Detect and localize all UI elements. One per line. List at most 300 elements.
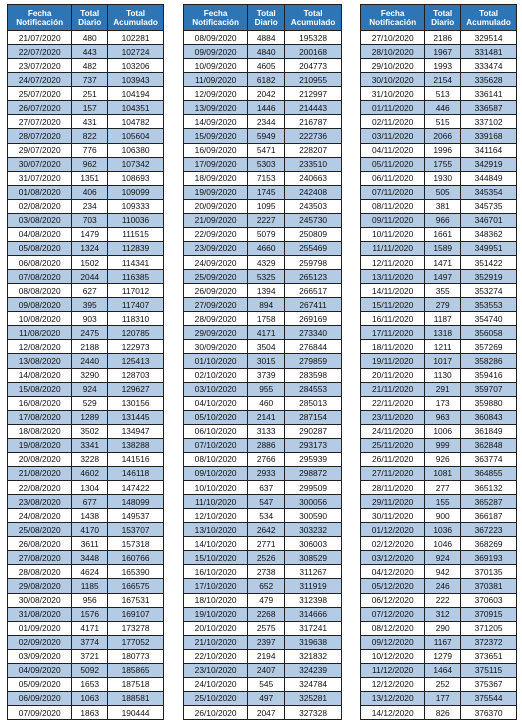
cumulative-total-cell: 128703 [108,368,164,382]
date-cell: 27/08/2020 [8,551,72,565]
daily-total-cell: 480 [72,31,108,45]
daily-total-cell: 1863 [72,706,108,720]
date-cell: 16/11/2020 [361,312,425,326]
daily-total-cell: 505 [425,185,461,199]
date-cell: 25/08/2020 [8,523,72,537]
daily-total-cell: 395 [72,298,108,312]
date-cell: 28/07/2020 [8,129,72,143]
table-row [184,129,342,143]
daily-total-cell: 547 [248,495,285,509]
table-2 [183,4,342,720]
table-row [8,87,164,101]
date-cell: 28/09/2020 [184,312,248,326]
daily-total-cell: 2407 [248,663,285,677]
table-row [184,73,342,87]
table-row [184,284,342,298]
cumulative-total-cell: 212997 [285,87,342,101]
date-cell: 14/10/2020 [184,537,248,551]
cumulative-total-cell: 300590 [285,509,342,523]
date-cell: 24/10/2020 [184,677,248,691]
daily-total-cell: 3290 [72,368,108,382]
date-cell: 08/12/2020 [361,621,425,635]
table-row [361,621,517,635]
date-cell: 18/11/2020 [361,340,425,354]
table-row [8,199,164,213]
cumulative-total-cell: 149537 [108,509,164,523]
table-row [184,298,342,312]
daily-total-cell: 1464 [425,663,461,677]
cumulative-total-cell: 298872 [285,466,342,480]
date-cell: 12/12/2020 [361,677,425,691]
table-row [361,396,517,410]
daily-total-cell: 1185 [72,579,108,593]
cumulative-total-cell: 267411 [285,298,342,312]
cumulative-total-cell: 319638 [285,635,342,649]
cumulative-total-cell: 105604 [108,129,164,143]
cumulative-total-cell: 300056 [285,495,342,509]
daily-total-cell: 924 [425,551,461,565]
cumulative-total-cell: 116385 [108,270,164,284]
table-row [361,87,517,101]
daily-total-cell: 2771 [248,537,285,551]
notification-tables [7,4,517,718]
date-cell: 01/10/2020 [184,354,248,368]
daily-total-cell: 1081 [425,466,461,480]
table-row [8,495,164,509]
daily-total-cell: 460 [248,396,285,410]
cumulative-total-cell: 283598 [285,368,342,382]
daily-total-cell: 252 [425,677,461,691]
cumulative-total-cell: 106380 [108,143,164,157]
table-row [184,31,342,45]
cumulative-total-cell: 243503 [285,199,342,213]
daily-total-cell: 1930 [425,171,461,185]
date-cell: 10/11/2020 [361,227,425,241]
date-cell: 09/08/2020 [8,298,72,312]
daily-total-cell: 2186 [425,31,461,45]
date-cell: 30/10/2020 [361,73,425,87]
date-cell: 23/09/2020 [184,241,248,255]
table-row [361,157,517,171]
table-row [184,452,342,466]
daily-total-cell: 381 [425,199,461,213]
cumulative-total-cell: 131445 [108,410,164,424]
date-cell: 29/11/2020 [361,495,425,509]
date-cell: 12/08/2020 [8,340,72,354]
date-cell: 02/10/2020 [184,368,248,382]
date-cell: 24/08/2020 [8,509,72,523]
table-row [8,73,164,87]
cumulative-total-cell: 361849 [461,424,517,438]
table-row [184,340,342,354]
cumulative-total-cell: 349951 [461,241,517,255]
date-cell: 31/08/2020 [8,607,72,621]
daily-total-cell: 1095 [248,199,285,213]
cumulative-total-cell: 352919 [461,270,517,284]
cumulative-total-cell: 195328 [285,31,342,45]
date-cell: 12/09/2020 [184,87,248,101]
cumulative-total-cell: 153707 [108,523,164,537]
cumulative-total-cell: 353553 [461,298,517,312]
date-cell: 13/08/2020 [8,354,72,368]
table-row [361,706,517,720]
daily-total-cell: 1289 [72,410,108,424]
date-cell: 08/08/2020 [8,284,72,298]
daily-total-cell: 4171 [72,621,108,635]
table-row [8,326,164,340]
daily-total-cell: 942 [425,565,461,579]
date-cell: 24/07/2020 [8,73,72,87]
daily-total-cell: 1211 [425,340,461,354]
table-row [184,396,342,410]
daily-total-cell: 1471 [425,256,461,270]
cumulative-total-cell: 117407 [108,298,164,312]
cumulative-total-cell: 324239 [285,663,342,677]
daily-total-cell: 963 [425,410,461,424]
daily-total-cell: 1755 [425,157,461,171]
daily-total-cell: 4170 [72,523,108,537]
date-cell: 29/07/2020 [8,143,72,157]
table-row [361,326,517,340]
date-cell: 07/09/2020 [8,706,72,720]
daily-total-cell: 5325 [248,270,285,284]
date-cell: 02/12/2020 [361,537,425,551]
cumulative-total-cell: 295939 [285,452,342,466]
date-cell: 23/07/2020 [8,59,72,73]
cumulative-total-cell: 317241 [285,621,342,635]
date-cell: 16/10/2020 [184,565,248,579]
daily-total-cell: 2526 [248,551,285,565]
date-cell: 23/10/2020 [184,663,248,677]
daily-total-cell: 3015 [248,354,285,368]
cumulative-total-cell: 180773 [108,649,164,663]
cumulative-total-cell: 169107 [108,607,164,621]
total-acumulado-header [461,5,517,31]
daily-total-cell: 2066 [425,129,461,143]
daily-total-cell: 4840 [248,45,285,59]
cumulative-total-cell: 273340 [285,326,342,340]
date-cell: 25/10/2020 [184,691,248,705]
date-cell: 22/08/2020 [8,481,72,495]
daily-total-cell: 291 [425,382,461,396]
cumulative-total-cell: 337102 [461,115,517,129]
date-cell: 12/10/2020 [184,509,248,523]
table-row [361,424,517,438]
cumulative-total-cell: 173278 [108,621,164,635]
table-row [184,213,342,227]
date-cell: 04/11/2020 [361,143,425,157]
date-cell: 13/10/2020 [184,523,248,537]
date-cell: 20/10/2020 [184,621,248,635]
table-row [8,284,164,298]
cumulative-total-cell: 360843 [461,410,517,424]
table-row [8,59,164,73]
cumulative-total-cell: 358286 [461,354,517,368]
cumulative-total-cell: 359707 [461,382,517,396]
total-diario-header [425,5,461,31]
table-row [184,87,342,101]
date-cell: 03/11/2020 [361,129,425,143]
cumulative-total-cell: 321832 [285,649,342,663]
cumulative-total-cell: 342919 [461,157,517,171]
daily-total-cell: 1279 [425,649,461,663]
daily-total-cell: 966 [425,213,461,227]
cumulative-total-cell: 103943 [108,73,164,87]
date-cell: 28/08/2020 [8,565,72,579]
cumulative-total-cell: 371205 [461,621,517,635]
daily-total-cell: 1036 [425,523,461,537]
date-cell: 19/10/2020 [184,607,248,621]
daily-total-cell: 5092 [72,663,108,677]
cumulative-total-cell: 306003 [285,537,342,551]
daily-total-cell: 627 [72,284,108,298]
date-cell: 06/12/2020 [361,593,425,607]
table-row [184,199,342,213]
cumulative-total-cell: 348362 [461,227,517,241]
date-cell: 30/09/2020 [184,340,248,354]
table-row [184,382,342,396]
date-cell: 21/11/2020 [361,382,425,396]
daily-total-cell: 2227 [248,213,285,227]
date-cell: 01/09/2020 [8,621,72,635]
date-cell: 02/09/2020 [8,635,72,649]
cumulative-total-cell: 259798 [285,256,342,270]
date-cell: 09/09/2020 [184,45,248,59]
table-row [361,438,517,452]
table-row [184,312,342,326]
cumulative-total-cell: 335628 [461,73,517,87]
daily-total-cell: 903 [72,312,108,326]
date-cell: 21/09/2020 [184,213,248,227]
daily-total-cell: 2044 [72,270,108,284]
date-cell: 14/08/2020 [8,368,72,382]
daily-total-cell: 2575 [248,621,285,635]
table-row [361,227,517,241]
daily-total-cell: 3774 [72,635,108,649]
date-cell: 24/09/2020 [184,256,248,270]
cumulative-total-cell: 240663 [285,171,342,185]
daily-total-cell: 955 [248,382,285,396]
table-row [184,635,342,649]
daily-total-cell: 234 [72,199,108,213]
fecha-header-line2: Notificación [16,17,64,27]
date-cell: 10/08/2020 [8,312,72,326]
cumulative-total-cell: 167531 [108,593,164,607]
table-row [184,691,342,705]
cumulative-total-cell: 104351 [108,101,164,115]
table-row [361,241,517,255]
cumulative-total-cell: 336141 [461,87,517,101]
table-row [184,706,342,720]
table-row [8,410,164,424]
cumulative-total-cell: 269169 [285,312,342,326]
daily-total-cell: 4624 [72,565,108,579]
date-cell: 17/10/2020 [184,579,248,593]
table-row [8,537,164,551]
daily-total-cell: 173 [425,396,461,410]
date-cell: 06/11/2020 [361,171,425,185]
daily-total-cell: 482 [72,59,108,73]
date-cell: 20/11/2020 [361,368,425,382]
cumulative-total-cell: 228207 [285,143,342,157]
table-row [8,45,164,59]
daily-total-cell: 2141 [248,410,285,424]
date-cell: 14/12/2020 [361,706,425,720]
date-cell: 26/08/2020 [8,537,72,551]
daily-total-cell: 355 [425,284,461,298]
table-row [361,340,517,354]
cumulative-total-cell: 293173 [285,438,342,452]
fecha-header [8,5,72,31]
table-row [361,466,517,480]
daily-total-cell: 637 [248,481,285,495]
table-row [361,213,517,227]
table-row [184,621,342,635]
cumulative-total-cell: 303232 [285,523,342,537]
cumulative-total-cell: 333474 [461,59,517,73]
table-row [184,270,342,284]
table-row [361,284,517,298]
table-row [184,157,342,171]
table-row [8,270,164,284]
table-row [8,466,164,480]
daily-total-cell: 1017 [425,354,461,368]
cumulative-total-cell: 370381 [461,579,517,593]
daily-total-cell: 677 [72,495,108,509]
cumulative-total-cell: 341164 [461,143,517,157]
daily-total-cell: 6182 [248,73,285,87]
daily-total-cell: 5303 [248,157,285,171]
cumulative-total-cell: 362848 [461,438,517,452]
date-cell: 27/07/2020 [8,115,72,129]
cumulative-total-cell: 108693 [108,171,164,185]
cumulative-total-cell: 331481 [461,45,517,59]
table-row [184,677,342,691]
cumulative-total-cell: 109333 [108,199,164,213]
date-cell: 22/07/2020 [8,45,72,59]
table-row [8,438,164,452]
date-cell: 30/08/2020 [8,593,72,607]
table-row [8,31,164,45]
fecha-header [184,5,248,31]
daily-total-cell: 246 [425,579,461,593]
daily-total-cell: 1661 [425,227,461,241]
daily-total-cell: 279 [425,298,461,312]
daily-total-cell: 776 [72,143,108,157]
table-row [8,143,164,157]
daily-total-cell: 2642 [248,523,285,537]
table-row [361,298,517,312]
date-cell: 04/08/2020 [8,227,72,241]
daily-total-cell: 277 [425,481,461,495]
date-cell: 09/12/2020 [361,635,425,649]
table-row [361,171,517,185]
daily-total-cell: 1167 [425,635,461,649]
table-row [8,677,164,691]
date-cell: 14/11/2020 [361,284,425,298]
date-cell: 05/10/2020 [184,410,248,424]
date-cell: 03/12/2020 [361,551,425,565]
cumulative-total-cell: 353274 [461,284,517,298]
date-cell: 05/12/2020 [361,579,425,593]
table-row [361,143,517,157]
cumulative-total-cell: 117012 [108,284,164,298]
date-cell: 03/10/2020 [184,382,248,396]
date-cell: 09/11/2020 [361,213,425,227]
cumulative-total-cell: 375115 [461,663,517,677]
table-row [184,45,342,59]
daily-total-cell: 1745 [248,185,285,199]
daily-total-cell: 1304 [72,481,108,495]
header-row [184,5,342,31]
daily-total-cell: 5079 [248,227,285,241]
date-cell: 11/11/2020 [361,241,425,255]
cumulative-total-cell: 311919 [285,579,342,593]
table-row [184,551,342,565]
daily-total-cell: 1502 [72,256,108,270]
date-cell: 30/11/2020 [361,509,425,523]
table-row [8,129,164,143]
table-row [184,227,342,241]
table-row [361,185,517,199]
daily-total-cell: 1063 [72,691,108,705]
table-row [184,565,342,579]
table-row [361,59,517,73]
daily-total-cell: 900 [425,509,461,523]
table-row [361,635,517,649]
total-acumulado-header-line1: Total [479,8,499,18]
daily-total-cell: 1046 [425,537,461,551]
table-row [361,199,517,213]
date-cell: 13/11/2020 [361,270,425,284]
daily-total-cell: 2886 [248,438,285,452]
cumulative-total-cell: 367223 [461,523,517,537]
daily-total-cell: 155 [425,495,461,509]
table-row [361,565,517,579]
table-row [8,509,164,523]
table-row [8,621,164,635]
daily-total-cell: 894 [248,298,285,312]
daily-total-cell: 2194 [248,649,285,663]
date-cell: 10/09/2020 [184,59,248,73]
date-cell: 20/08/2020 [8,452,72,466]
cumulative-total-cell: 255469 [285,241,342,255]
date-cell: 04/09/2020 [8,663,72,677]
date-cell: 05/08/2020 [8,241,72,255]
date-cell: 29/09/2020 [184,326,248,340]
daily-total-cell: 312 [425,607,461,621]
daily-total-cell: 3502 [72,424,108,438]
table-row [184,481,342,495]
cumulative-total-cell: 110036 [108,213,164,227]
cumulative-total-cell: 364855 [461,466,517,480]
table-row [361,382,517,396]
cumulative-total-cell: 346701 [461,213,517,227]
cumulative-total-cell: 370135 [461,565,517,579]
cumulative-total-cell: 187518 [108,677,164,691]
cumulative-total-cell: 111515 [108,227,164,241]
daily-total-cell: 4171 [248,326,285,340]
cumulative-total-cell: 242408 [285,185,342,199]
cumulative-total-cell: 160766 [108,551,164,565]
date-cell: 11/10/2020 [184,495,248,509]
cumulative-total-cell: 102281 [108,31,164,45]
table-row [184,143,342,157]
date-cell: 19/08/2020 [8,438,72,452]
table-row [184,115,342,129]
date-cell: 03/08/2020 [8,213,72,227]
table-row [361,649,517,663]
